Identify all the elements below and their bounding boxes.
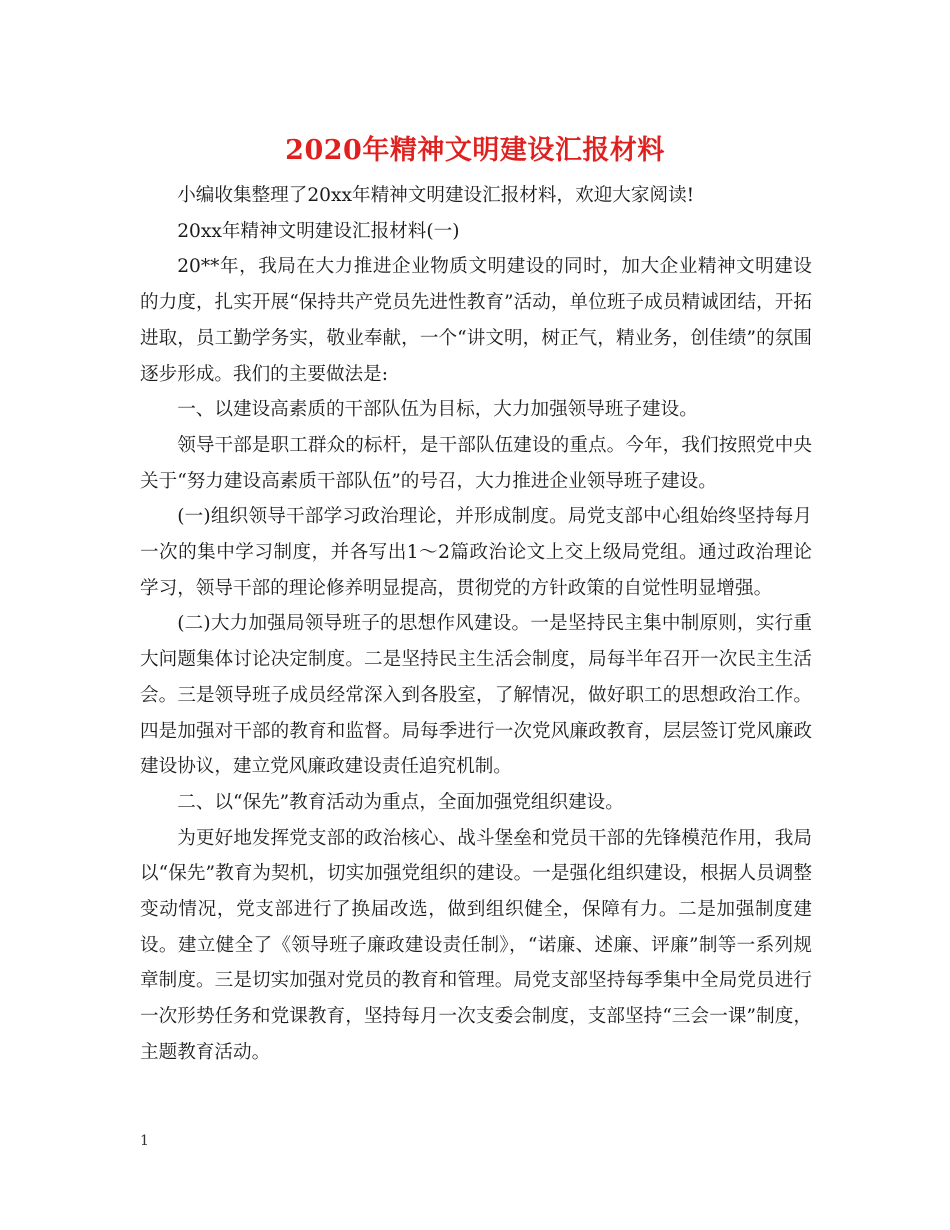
paragraph-party-building: 为更好地发挥党支部的政治核心、战斗堡垒和党员干部的先锋模范作用，我局以“保先”教育为契机，切实加强党组织的建设。一是强化组织建设，根据人员调整变动情况，党支部进行了换届改选，做到组织健全，保障有力。二是加强制度建设。建立健全了《领导班子廉政建设责任制》，“诺廉、述廉、评廉”制等一系列规章制度。三是切实加强对党员的教育和管理。局党支部坚持每季集中全局党员进行一次形势任务和党课教育，坚持每月一次支委会制度，支部坚持“三会一课”制度，主题教育活动。	[140, 827, 812, 1063]
paragraph-work-style: (二)大力加强局领导班子的思想作风建设。一是坚持民主集中制原则，实行重大问题集体讨论决定制度。二是坚持民主生活会制度，局每半年召开一次民主生活会。三是领导班子成员经常深入到各股室，了解情况，做好职工的思想政治工作。四是加强对干部的教育和监督。局每季进行一次党风廉政教育，层层签订党风廉政建设协议，建立党风廉政建设责任追究机制。	[140, 613, 812, 778]
paragraph-theory-study: (一)组织领导干部学习政治理论，并形成制度。局党支部中心组始终坚持每月一次的集中学习制度，并各写出1～2篇政治论文上交上级局党组。通过政治理论学习，领导干部的理论修养明显提高，贯彻党的方针政策的自觉性明显增强。	[140, 506, 812, 599]
paragraph-leadership: 领导干部是职工群众的标杆，是干部队伍建设的重点。今年，我们按照党中央关于“努力建设高素质干部队伍”的号召，大力推进企业领导班子建设。	[140, 434, 812, 492]
section-heading-one: 一、以建设高素质的干部队伍为目标，大力加强领导班子建设。	[177, 399, 698, 421]
section-heading-two: 二、以“保先”教育活动为重点，全面加强党组织建设。	[177, 791, 624, 813]
paragraph-overview: 20**年，我局在大力推进企业物质文明建设的同时，加大企业精神文明建设的力度，扎实开展“保持共产党员先进性教育”活动，单位班子成员精诚团结，开拓进取，员工勤学务实，敬业奉献，一个“讲文明，树正气，精业务，创佳绩”的氛围逐步形成。我们的主要做法是:	[140, 256, 812, 385]
page-number: 1	[140, 1133, 149, 1149]
paragraph-intro: 小编收集整理了20xx年精神文明建设汇报材料，欢迎大家阅读!	[177, 185, 695, 206]
paragraph-subtitle: 20xx年精神文明建设汇报材料(一)	[177, 220, 460, 242]
document-body	[140, 178, 812, 1071]
document-title: 2020年精神文明建设汇报材料	[285, 135, 665, 166]
